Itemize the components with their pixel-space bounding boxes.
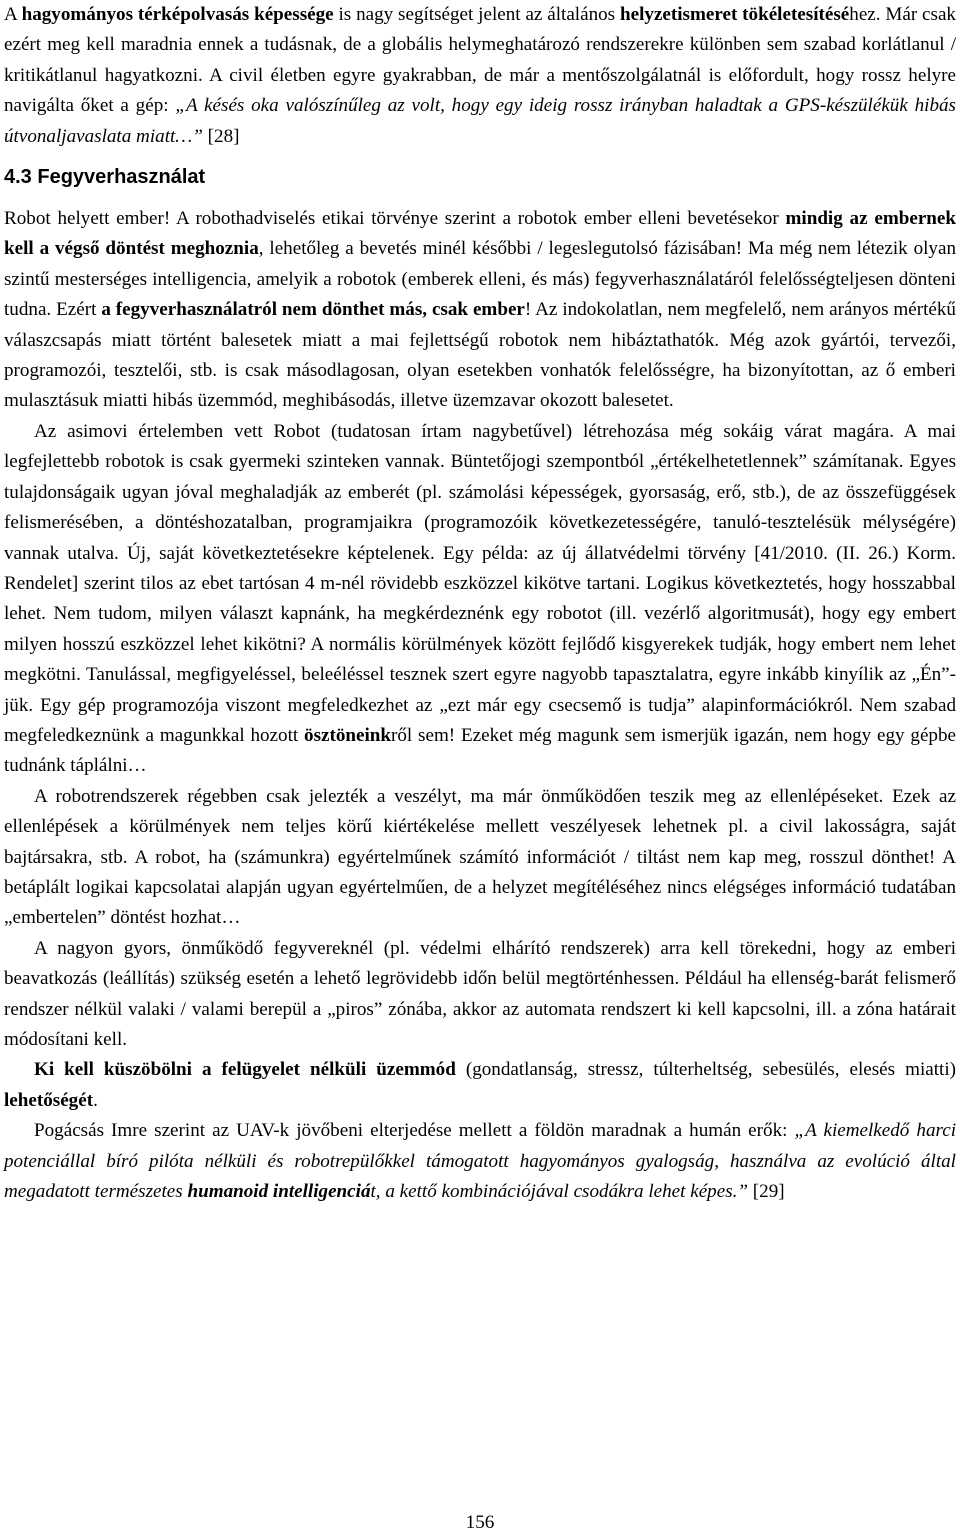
text-run: A xyxy=(4,4,22,25)
bold-text: hagyományos térképolvasás képessége xyxy=(21,4,334,25)
bold-text: Ki kell küszöbölni a felügyelet nélküli üzemmód xyxy=(34,1059,456,1081)
paragraph-p6 xyxy=(4,1055,956,1116)
italic-text: „A kiemelkedő harci potenciállal bíró pilóta nélküli és robotrepülőkkel támogatott hagyományos gyalogság, használva az evolúció által megadatott természetes xyxy=(4,1120,956,1203)
bold-text: a fegyverhasználatról nem dönthet más, csak ember xyxy=(101,299,525,321)
text-run: Pogácsás Imre szerint az UAV-k jövőbeni elterjedése mellett a földön maradnak a humán erők: xyxy=(34,1120,795,1142)
bold-text: ösztöneink xyxy=(304,724,392,746)
text-run: [29] xyxy=(748,1181,785,1203)
italic-text: t, a kettő kombinációjával csodákra lehet képes.” xyxy=(370,1181,749,1203)
text-run: ről sem! Ezeket még magunk sem ismerjük igazán, nem hogy egy gépbe tudnánk táplálni… xyxy=(4,724,956,777)
text-run: A robotrendszerek régebben csak jelezték a veszélyt, ma már önműködően teszik meg az ellenlépéseket. Ezek az ellenlépések a körülmények nem teljes körű kiértékelése mellett veszélyesek lehetnek pl. a civil lakosságra, saját bajtársakra, stb. A robot, ha (számunkra) egyértelműnek számító információt / tiltást nem kap meg, rosszul dönthet! A betáplált logikai kapcsolatai alapján ugyan egyértelműen, de a helyzet megítéléséhez nincs elégséges információ tudatában „embertelen” döntést hozhat… xyxy=(4,785,956,929)
paragraph-p3 xyxy=(4,417,956,782)
text-run: A nagyon gyors, önműködő fegyvereknél (pl. védelmi elhárító rendszerek) arra kell törekedni, hogy az emberi beavatkozás (leállítás) szükség esetén a lehető legrövidebb időn belül megtörténhessen. Például ha ellenség-barát felismerő rendszer nélkül valaki / valami berepül a „piros” zónába, akkor az automata rendszert ki kell kapcsolni, ill. a zóna határait módosítani kell. xyxy=(4,937,956,1050)
paragraph-p5 xyxy=(4,934,956,1056)
paragraph-p1 xyxy=(4,0,956,152)
bold-text: mindig az embernek kell a végső döntést meghoznia xyxy=(4,208,957,260)
italic-text: „A késés oka valószínűleg az volt, hogy egy ideig rossz irányban haladtak a GPS-készülékük hibás útvonaljavaslata miatt…” xyxy=(4,95,956,147)
text-run: (gondatlanság, stressz, túlterheltség, sebesülés, elesés miatti) xyxy=(455,1059,956,1081)
text-run: . xyxy=(93,1089,98,1111)
paragraph-p7 xyxy=(4,1116,956,1207)
text-run: hez. Már csak ezért meg kell maradnia ennek a tudásnak, de a globális helymeghatározó rendszerekre különben sem szabad korlátlanul / kritikátlanul hagyatkozni. A civil életben egyre gyakrabban, de már a mentőszolgálatnál is előfordult, hogy rossz helyre navigálta őket a gép: xyxy=(4,4,956,117)
paragraph-p4 xyxy=(4,782,956,934)
paragraph-group-intro xyxy=(4,0,956,152)
text-run: ! Az indokolatlan, nem megfelelő, nem arányos mértékű válaszcsapás miatt történt balesetek miatt a mai fejlettségű robotok nem hibáztathatók. Még azok gyártói, tervezői, programozói, tesztelői, stb. is csak másodlagosan, olyan esetekben vonhatók felelősségre, ha bizonyítottan, az ő emberi mulasztásuk miatti hibás üzemmód, meghibásodás, illetve üzemzavar okozott balesetet. xyxy=(4,299,956,412)
text-run: is nagy segítséget jelent az általános xyxy=(333,4,620,25)
text-run: Robot helyett ember! A robothadviselés etikai törvénye szerint a robotok ember elleni bevetésekor xyxy=(4,208,786,230)
paragraph-group-section xyxy=(4,204,956,1207)
bold-text: lehetőségét xyxy=(4,1089,94,1111)
section-heading: 4.3 Fegyverhasználat xyxy=(4,166,206,189)
paragraph-p2 xyxy=(4,204,956,417)
text-run: , lehetőleg a bevetés minél későbbi / legeslegutolsó fázisában! Ma még nem létezik olyan szintű mesterséges intelligencia, amelyik a robotok (emberek elleni, és más) fegyverhasználatáról felelősségteljesen dönteni tudna. Ezért xyxy=(4,238,956,321)
text-run: [28] xyxy=(202,125,240,147)
bold-text: humanoid intelligenciá xyxy=(187,1181,371,1203)
bold-text: helyzetismeret tökéletesítésé xyxy=(619,4,850,25)
text-run: Az asimovi értelemben vett Robot (tudatosan írtam nagybetűvel) létrehozása még sokáig várat magára. A mai legfejlettebb robotok is csak gyermeki szinteken vannak. Büntetőjogi szempontból „értékelhetetlennek” számítanak. Egyes tulajdonságaik ugyan jóval meghaladják az emberét (pl. számolási képességek, gyorsaság, erő, stb.), de az összefüggések felismerésében, a döntéshozatalban, programjaikra (programozóik következetességére, tanuló-tesztelésük mélységére) vannak utalva. Új, saját következtetésekre képtelenek. Egy példa: az új állatvédelmi törvény [41/2010. (II. 26.) Korm. Rendelet] szerint tilos az ebet tartósan 4 m-nél rövidebb eszközzel kikötve tartani. Logikus következtetés, hogy hosszabbal lehet. Nem tudom, milyen választ kapnánk, ha megkérdeznénk egy robotot (ill. vezérlő algoritmusát), hogy egy embert milyen hosszú eszközzel lehet kikötni? A normális körülmények között fejlődő kisgyerekek tudják, hogy embert nem lehet megkötni. Tanulással, megfigyeléssel, beleéléssel tesznek szert egyre nagyobb tapasztalatra, egyre inkább kinyílik az „Én”-jük. Egy gép programozója viszont megfeledkezhet az „ezt már egy csecsemő is tudja” alapinformációkról. Nem szabad megfeledkeznünk a magunkkal hozott xyxy=(4,420,956,746)
page-number: 156 xyxy=(465,1512,495,1533)
document-page xyxy=(4,0,956,1207)
